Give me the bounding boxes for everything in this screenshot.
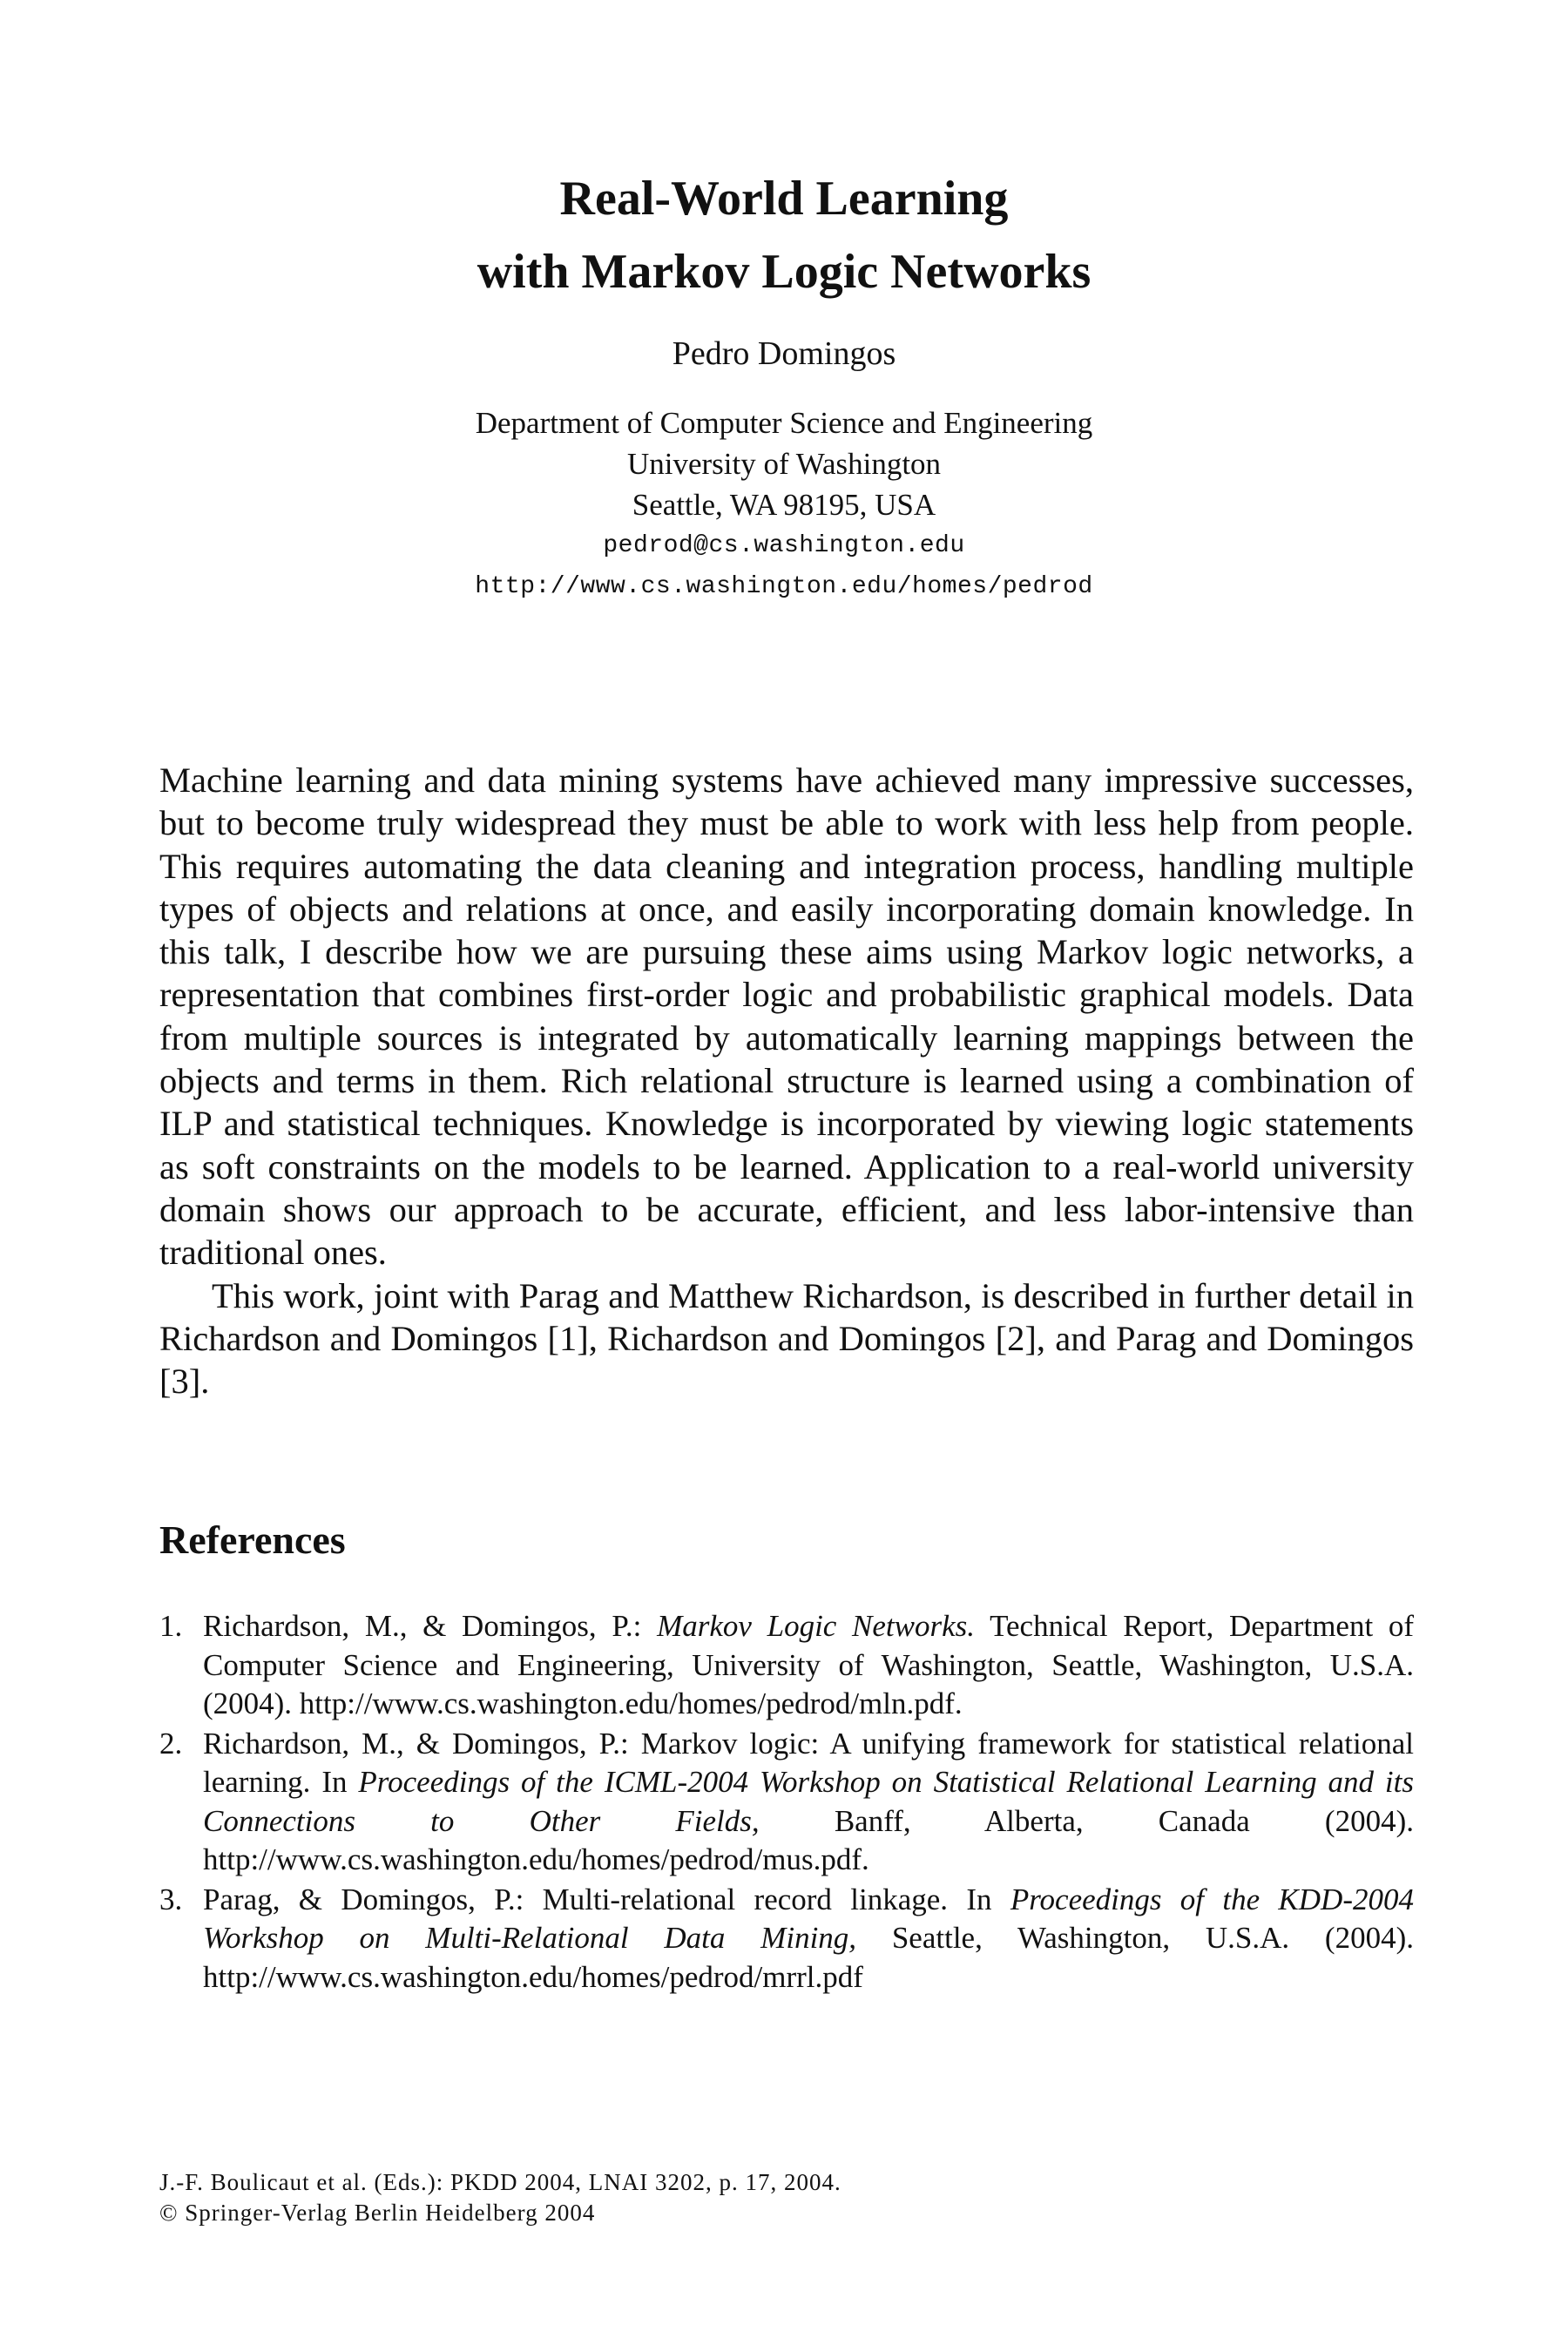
footer-citation: J.-F. Boulicaut et al. (Eds.): PKDD 2004, LNAI 3202, p. 17, 2004. bbox=[159, 2169, 841, 2195]
footer-copyright: © Springer-Verlag Berlin Heidelberg 2004 bbox=[159, 2200, 596, 2226]
title-line-1: Real-World Learning bbox=[559, 171, 1009, 226]
title-line-2: with Markov Logic Networks bbox=[476, 244, 1092, 299]
author-homepage: http://www.cs.washington.edu/homes/pedrod bbox=[475, 573, 1093, 600]
abstract-paragraph-1: Machine learning and data mining systems have achieved many impressive successes, but to become truly widespread they must be able to work with less help from people. This requires automating the data cleaning and integration process, handling multiple types of objects and relations at once, and easily incorporating domain knowledge. In this talk, I describe how we are pursuing these aims using Markov logic networks, a representation that combines first-order logic and probabilistic graphical models. Data from multiple sources is integrated by automatically learning mappings between the objects and terms in them. Rich relational structure is learned using a combination of ILP and statistical techniques. Knowledge is incorporated by viewing logic statements as soft constraints on the models to be learned. Application to a real-world university domain shows our approach to be accurate, efficient, and less labor-intensive than traditional ones. bbox=[159, 760, 1414, 1273]
references-heading: References bbox=[159, 1517, 346, 1562]
reference-number: 2. bbox=[159, 1726, 183, 1761]
author-name: Pedro Domingos bbox=[672, 335, 896, 372]
reference-number: 3. bbox=[159, 1882, 183, 1916]
reference-title: Markov Logic Networks. bbox=[657, 1609, 976, 1643]
author-university: University of Washington bbox=[626, 447, 942, 481]
paper-title bbox=[0, 162, 1568, 308]
reference-text: Technical Report, Department of Computer Science and Engineering, University of Washington, Seattle, Washington, U.S.A. (2004). http://www.cs.washington.edu/homes/pedrod/mln.pdf. bbox=[203, 1609, 1415, 1720]
page-footer bbox=[159, 2167, 841, 2228]
reference-item-1 bbox=[159, 1607, 1414, 1724]
reference-text: Richardson, M., & Domingos, P.: Markov logic: A unifying framework for statistical relational learning. In bbox=[203, 1726, 1414, 1799]
abstract bbox=[159, 759, 1414, 1402]
author-city: Seattle, WA 98195, USA bbox=[632, 488, 936, 522]
reference-text: Parag, & Domingos, P.: Multi-relational record linkage. In bbox=[203, 1882, 1010, 1916]
reference-text: Richardson, M., & Domingos, P.: bbox=[203, 1609, 658, 1643]
reference-text: Banff, Alberta, Canada (2004). http://www.cs.washington.edu/homes/pedrod/mus.pdf. bbox=[203, 1803, 1414, 1876]
reference-item-2 bbox=[159, 1725, 1414, 1880]
author-department: Department of Computer Science and Engineering bbox=[475, 406, 1093, 440]
reference-text: Seattle, Washington, U.S.A. (2004). http://www.cs.washington.edu/homes/pedrod/mrrl.pdf bbox=[203, 1921, 1414, 1994]
reference-item-3 bbox=[159, 1881, 1414, 1997]
references-list bbox=[159, 1607, 1414, 1997]
reference-number: 1. bbox=[159, 1609, 183, 1643]
author-block bbox=[0, 331, 1568, 607]
author-email: pedrod@cs.washington.edu bbox=[603, 532, 965, 559]
reference-title: Proceedings of the KDD-2004 Workshop on Multi-Relational Data Mining, bbox=[203, 1882, 1414, 1955]
abstract-paragraph-2: This work, joint with Parag and Matthew Richardson, is described in further detail in Richardson and Domingos [1], Richardson and Domingos [2], and Parag and Domingos [3]. bbox=[159, 1275, 1414, 1402]
reference-title: Proceedings of the ICML-2004 Workshop on Statistical Relational Learning and its Connections to Other Fields, bbox=[203, 1765, 1414, 1838]
